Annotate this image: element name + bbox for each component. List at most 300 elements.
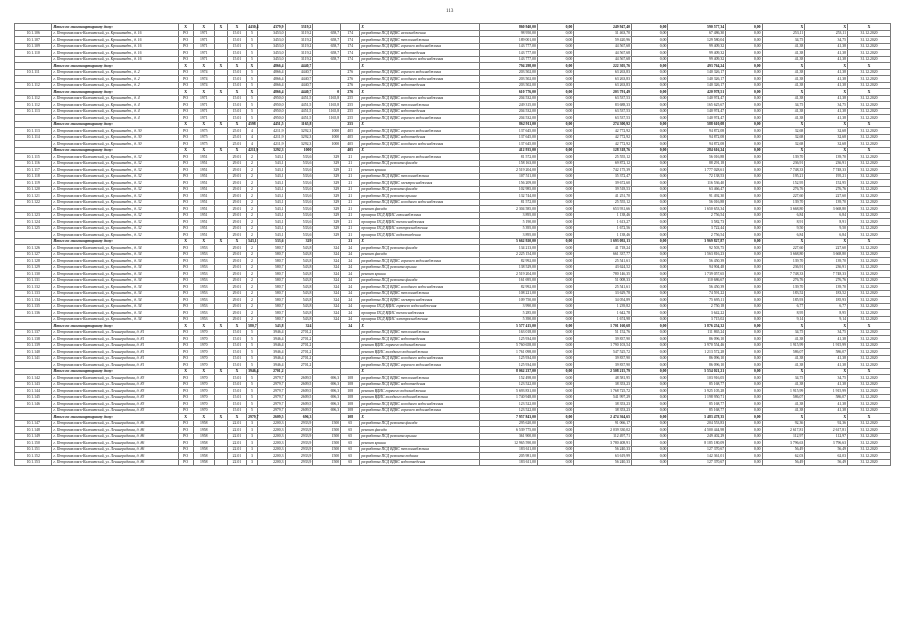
table-cell: 0,00 <box>632 258 668 265</box>
address-cell: Итого по многоквартирному дому: <box>52 147 178 154</box>
row-number-cell: 10.1.119 <box>15 180 52 187</box>
table-cell: 543,8 <box>285 297 313 304</box>
table-cell: РО <box>178 134 193 141</box>
table-cell: 31.12.2020 <box>848 297 891 304</box>
address-cell: г. Петропавловск-Камчатский, ул. Кронштадт., д. 16 <box>52 37 178 44</box>
table-cell: 56,49 <box>762 446 805 453</box>
table-cell: 0,00 <box>537 362 573 369</box>
table-cell: РО <box>178 342 193 349</box>
table-cell: 31.12.2020 <box>848 381 891 388</box>
address-cell: г. Петропавловск-Камчатский, ул. Кронштадт., д. 34 <box>52 245 178 252</box>
table-cell: 31.12.2020 <box>848 420 891 427</box>
table-cell: 0,00 <box>537 440 573 447</box>
table-cell: 3292,3 <box>257 147 285 154</box>
table-cell: 3 668,80 <box>762 251 805 258</box>
work-type-cell: разработка ПСД ВДИС теплоснабжения <box>360 329 480 336</box>
table-cell: 3453,0 <box>257 37 285 44</box>
table-cell: 0,00 <box>537 420 573 427</box>
table-cell: 86 096,10 <box>668 362 726 369</box>
table-cell: 2 508 215,79 <box>574 368 632 375</box>
table-cell: 21 <box>341 154 360 161</box>
address-cell: г. Петропавловск-Камчатский, ул. Кронштадт., д. 30 <box>52 134 178 141</box>
address-cell: г. Петропавловск-Камчатский, ул. Кронштадт., д. 4 <box>52 108 178 115</box>
table-cell: 56 450,39 <box>668 284 726 291</box>
table-cell: 658,7 <box>313 30 341 37</box>
address-cell: г. Петропавловск-Камчатский, ул. Ленинградская, д. 83 <box>52 381 178 388</box>
table-cell: 1953 <box>193 290 214 297</box>
table-cell: 661 337,77 <box>574 251 632 258</box>
table-cell: 543,8 <box>285 264 313 271</box>
table-cell: 21 <box>341 206 360 213</box>
table-cell: РО <box>178 446 193 453</box>
table-cell: 0,00 <box>537 160 573 167</box>
table-cell: 0,00 <box>632 147 668 154</box>
table-cell: 31.12.2020 <box>848 433 891 440</box>
table-cell: 3946,4 <box>257 329 285 336</box>
table-cell: 127 370,67 <box>668 446 726 453</box>
table-cell: 2701,2 <box>285 349 313 356</box>
table-cell: 3 780 408,91 <box>574 440 632 447</box>
table-cell: 56 016,88 <box>668 199 726 206</box>
work-type-cell: X <box>360 89 480 96</box>
table-cell: 152,95 <box>762 180 805 187</box>
table-cell: 0,00 <box>537 349 573 356</box>
table-cell: 329 <box>313 199 341 206</box>
table-cell: 2 <box>247 316 258 323</box>
table-cell: 129 580,04 <box>668 37 726 44</box>
table-row <box>15 459 891 466</box>
table-cell: 31.12.2020 <box>848 329 891 336</box>
table-cell: 580,7 <box>257 251 285 258</box>
table-cell: 21 <box>341 173 360 180</box>
address-cell: г. Петропавловск-Камчатский, ул. Ленинградская, д. 81 <box>52 336 178 343</box>
table-cell: 85 168,77 <box>668 381 726 388</box>
table-cell: 580,7 <box>257 258 285 265</box>
table-cell: 5 <box>247 388 258 395</box>
table-cell: 3453,0 <box>257 50 285 57</box>
table-cell: 324 <box>313 316 341 323</box>
address-cell: г. Петропавловск-Камчатский, ул. Кронштадт., д. 34 <box>52 303 178 310</box>
table-cell <box>214 459 227 466</box>
table-cell: X <box>805 368 848 375</box>
table-cell: 0,00 <box>726 349 762 356</box>
table-cell: X <box>848 147 891 154</box>
table-cell: 139,70 <box>762 154 805 161</box>
address-cell: г. Петропавловск-Камчатский, ул. Кронштадт., д. 34 <box>52 297 178 304</box>
row-number-cell: 10.1.123 <box>15 212 52 219</box>
table-cell: 5 <box>247 375 258 382</box>
table-cell: 4451,5 <box>285 115 313 122</box>
table-cell: РО <box>178 251 193 258</box>
table-cell: 0,00 <box>726 186 762 193</box>
address-cell: Итого по многоквартирному дому: <box>52 24 178 31</box>
table-cell: 94 872,08 <box>668 128 726 135</box>
table-cell: 35 372,47 <box>574 173 632 180</box>
table-cell: 0,00 <box>726 56 762 63</box>
table-cell: 3292,3 <box>285 134 313 141</box>
table-cell: 0,00 <box>537 375 573 382</box>
table-cell: 1974 <box>193 69 214 76</box>
table-cell: 0,00 <box>726 433 762 440</box>
table-cell: 1500 <box>313 440 341 447</box>
table-cell: 15.01 <box>227 381 246 388</box>
table-cell: 15.01 <box>227 375 246 382</box>
table-cell: X <box>762 147 805 154</box>
table-cell: 29.01 <box>227 160 246 167</box>
table-cell: 31.12.2020 <box>848 180 891 187</box>
row-number-cell: 10.1.110 <box>15 50 52 57</box>
table-cell: 0,00 <box>537 264 573 271</box>
table-cell: 195,21 <box>762 173 805 180</box>
table-cell: РО <box>178 271 193 278</box>
registry-rows <box>15 24 891 466</box>
table-cell: 189 001,00 <box>480 37 538 44</box>
table-cell: 4211,9 <box>248 148 259 153</box>
table-cell: 0,00 <box>537 212 573 219</box>
table-cell: 62,03 <box>762 453 805 460</box>
address-cell: г. Петропавловск-Камчатский, ул. Кронштадт., д. 32 <box>52 219 178 226</box>
table-cell: 4211,9 <box>257 134 285 141</box>
table-cell: 543,1 <box>257 180 285 187</box>
table-cell: 2 <box>247 225 258 232</box>
row-number-cell: 10.1.128 <box>15 258 52 265</box>
table-cell: 3292,3 <box>285 128 313 135</box>
table-cell: X <box>178 24 193 31</box>
table-cell: 2200,3 <box>257 459 285 466</box>
table-cell: X <box>193 121 214 128</box>
table-cell: X <box>193 63 214 70</box>
table-cell: 75 695,11 <box>668 297 726 304</box>
table-cell: X <box>214 414 227 421</box>
capital-repair-registry-table <box>14 23 891 466</box>
table-cell: 0,00 <box>726 453 762 460</box>
work-type-cell: ремонт крыши <box>360 271 480 278</box>
table-cell: 1951 <box>193 160 214 167</box>
table-cell: 1500 <box>313 453 341 460</box>
table-cell: X <box>762 121 805 128</box>
table-cell: 0,00 <box>726 167 762 174</box>
table-cell: 4211,9 <box>257 128 285 135</box>
table-cell: 142 361,01 <box>668 453 726 460</box>
table-cell: РО <box>178 420 193 427</box>
table-cell: 1 701 160,68 <box>574 323 632 330</box>
table-cell: 4866,4 <box>257 76 285 83</box>
work-type-cell: разработка ПСД ВДИС холодного водоснабжения <box>360 141 480 148</box>
table-cell: 0,00 <box>632 368 668 375</box>
table-cell: 0,00 <box>632 180 668 187</box>
table-cell: 3 <box>247 433 258 440</box>
table-cell: 29.01 <box>227 258 246 265</box>
table-cell: 0,00 <box>632 336 668 343</box>
table-cell: 31.12.2020 <box>848 167 891 174</box>
table-cell: 543,1 <box>257 154 285 161</box>
table-cell: 1951 <box>193 186 214 193</box>
table-cell: 276 <box>341 76 360 83</box>
table-cell: 31.12.2020 <box>848 459 891 466</box>
table-cell: 4950,0 <box>257 115 285 122</box>
table-cell: 1 915,99 <box>762 388 805 395</box>
table-cell: 41,38 <box>805 108 848 115</box>
table-cell: 204 532,00 <box>480 108 538 115</box>
table-cell: 2 <box>247 251 258 258</box>
table-cell: 85 168,77 <box>668 401 726 408</box>
table-cell: 22.01 <box>227 453 246 460</box>
table-cell: 0,00 <box>537 401 573 408</box>
table-cell: 5 <box>247 401 258 408</box>
table-cell: 5 <box>247 76 258 83</box>
address-cell: г. Петропавловск-Камчатский, ул. Ленинградская, д. 86 <box>52 453 178 460</box>
table-cell: 2200,3 <box>257 446 285 453</box>
table-cell: 8,95 <box>762 310 805 317</box>
table-cell: X <box>193 89 214 96</box>
table-cell: 22.01 <box>227 440 246 447</box>
table-cell: 2701,2 <box>285 329 313 336</box>
table-cell: 2 <box>247 186 258 193</box>
table-cell: 107 511,00 <box>480 173 538 180</box>
table-cell: 29.01 <box>227 225 246 232</box>
table-cell: 29.01 <box>227 199 246 206</box>
table-cell: 39 518,53 <box>574 186 632 193</box>
address-cell: г. Петропавловск-Камчатский, ул. Кронштадт., д. 2 <box>52 69 178 76</box>
table-cell: 74 591,22 <box>668 290 726 297</box>
table-cell: X <box>848 121 891 128</box>
table-cell: 108 <box>341 375 360 382</box>
table-cell: 5 <box>247 362 258 369</box>
address-cell: г. Петропавловск-Камчатский, ул. Ленинградская, д. 83 <box>52 388 178 395</box>
table-cell: 0,00 <box>726 264 762 271</box>
table-cell: 0,00 <box>537 355 573 362</box>
row-number-cell: 10.1.126 <box>15 245 52 252</box>
table-cell: РО <box>178 43 193 50</box>
table-cell: X <box>214 89 227 96</box>
row-number-cell: 10.1.139 <box>15 342 52 349</box>
table-cell: 2 <box>247 290 258 297</box>
table-cell: 1970 <box>193 375 214 382</box>
table-cell: 139,70 <box>805 258 848 265</box>
row-number-cell: 10.1.151 <box>15 446 52 453</box>
table-cell: 21 <box>341 238 360 245</box>
table-cell: 86 096,10 <box>668 336 726 343</box>
table-cell: 1951 <box>193 167 214 174</box>
table-cell: 4379,9 <box>257 24 285 31</box>
table-cell: 41,38 <box>805 401 848 408</box>
work-type-cell: X <box>360 24 480 31</box>
table-cell: 41,38 <box>805 95 848 102</box>
table-cell: 143 777,00 <box>480 43 538 50</box>
address-cell: г. Петропавловск-Камчатский, ул. Кронштадт., д. 34 <box>52 264 178 271</box>
table-cell: РО <box>178 264 193 271</box>
table-cell: 0,00 <box>726 368 762 375</box>
table-cell: 493 764,24 <box>668 63 726 70</box>
table-cell: X <box>848 89 891 96</box>
table-cell: 3119,2 <box>285 37 313 44</box>
table-cell: 137 645,00 <box>480 141 538 148</box>
table-cell: 533,6 <box>285 232 313 239</box>
table-cell: РО <box>178 95 193 102</box>
table-cell: 34,75 <box>762 375 805 382</box>
table-cell: 0,00 <box>726 238 762 245</box>
table-cell: 41,38 <box>805 362 848 369</box>
table-cell: 139,70 <box>805 199 848 206</box>
work-type-cell: разработка ПСД ремонта фасада <box>360 186 480 193</box>
table-cell: 5 <box>247 43 258 50</box>
table-cell: 63 263,83 <box>574 82 632 89</box>
table-cell: 195,21 <box>805 173 848 180</box>
table-cell: РО <box>178 141 193 148</box>
table-cell: 0,00 <box>726 95 762 102</box>
table-cell: РО <box>178 69 193 76</box>
table-cell: 4451,5 <box>257 121 285 128</box>
table-cell: 2 039 330,02 <box>574 427 632 434</box>
table-cell: 34,75 <box>805 37 848 44</box>
table-cell: 32,68 <box>762 134 805 141</box>
table-cell: РО <box>178 50 193 57</box>
table-cell: 0,00 <box>726 115 762 122</box>
table-cell: X <box>805 323 848 330</box>
table-cell: РО <box>178 206 193 213</box>
table-cell: 0,00 <box>632 24 668 31</box>
table-cell: 31.12.2020 <box>848 375 891 382</box>
table-cell: 5 <box>247 82 258 89</box>
work-type-cell: разработка ПСД ВДИС теплоснабжения <box>360 446 480 453</box>
table-cell: 255 <box>341 121 360 128</box>
table-cell: 3 <box>247 420 258 427</box>
table-cell: 21 <box>341 199 360 206</box>
table-cell: 1951 <box>193 219 214 226</box>
address-cell: г. Петропавловск-Камчатский, ул. Ленинградская, д. 86 <box>52 440 178 447</box>
table-cell: 5 662 920,00 <box>480 238 538 245</box>
table-cell: 2609,5 <box>285 394 313 401</box>
table-cell: 329 <box>313 212 341 219</box>
table-cell: 0,00 <box>537 128 573 135</box>
table-cell: 5 190,00 <box>480 219 538 226</box>
table-cell: 0,00 <box>632 63 668 70</box>
table-cell: 533,6 <box>285 219 313 226</box>
table-cell: 139,70 <box>762 199 805 206</box>
table-cell: 0,00 <box>632 303 668 310</box>
row-number-cell: 10.1.124 <box>15 219 52 226</box>
table-cell: 1953 <box>193 310 214 317</box>
table-cell: X <box>805 24 848 31</box>
table-cell: 1971 <box>193 102 214 109</box>
table-cell: X <box>178 368 193 375</box>
table-cell: 0,00 <box>726 271 762 278</box>
table-cell: 0,00 <box>537 277 573 284</box>
table-cell: 56 450,39 <box>668 258 726 265</box>
table-cell: 324 <box>313 284 341 291</box>
table-cell: 329 <box>313 232 341 239</box>
table-cell: 5 <box>247 37 258 44</box>
table-cell: 1951 <box>193 173 214 180</box>
table-cell: 0,00 <box>632 427 668 434</box>
table-cell: 0,00 <box>632 329 668 336</box>
table-cell: 0,00 <box>537 141 573 148</box>
table-cell: 41,38 <box>805 115 848 122</box>
table-cell: 29.01 <box>227 277 246 284</box>
table-cell: 543,1 <box>257 160 285 167</box>
table-cell: 31.12.2020 <box>848 303 891 310</box>
table-cell: 72 138,53 <box>668 173 726 180</box>
table-cell: 3 722,44 <box>668 225 726 232</box>
row-number-cell: 10.1.112 <box>15 95 52 102</box>
table-cell: РО <box>178 290 193 297</box>
table-cell: 2 <box>247 258 258 265</box>
table-cell: 31.12.2020 <box>848 76 891 83</box>
table-cell: 29.01 <box>227 251 246 258</box>
table-cell: 2200,3 <box>257 433 285 440</box>
table-cell: 0,00 <box>537 290 573 297</box>
table-cell: 0,00 <box>632 316 668 323</box>
table-cell: 0,00 <box>726 459 762 466</box>
table-cell: 361 900,00 <box>480 433 538 440</box>
work-type-cell: проверка ПСД ВДИС водоотведения <box>360 232 480 239</box>
table-cell: 63 619,99 <box>574 453 632 460</box>
table-cell: 65 <box>341 459 360 466</box>
table-cell: 31.12.2020 <box>848 446 891 453</box>
table-cell: 255 <box>341 95 360 102</box>
table-cell: 112,97 <box>805 433 848 440</box>
table-cell: X <box>193 238 214 245</box>
table-cell: 29.01 <box>227 290 246 297</box>
table-cell: 696,3 <box>313 394 341 401</box>
table-cell: 1953 <box>193 258 214 265</box>
table-cell: 63 537,53 <box>574 108 632 115</box>
table-cell: 34,75 <box>805 329 848 336</box>
table-cell: 31.12.2020 <box>848 225 891 232</box>
table-cell: X <box>848 63 891 70</box>
table-cell: 227,60 <box>762 245 805 252</box>
table-cell: 2933,9 <box>285 453 313 460</box>
address-cell: г. Петропавловск-Камчатский, ул. Кронштадт., д. 34 <box>52 258 178 265</box>
table-cell: 56 240,33 <box>574 446 632 453</box>
table-cell: X <box>227 89 246 96</box>
work-type-cell: разработка ПСД ВДИС водоотведения <box>360 82 480 89</box>
table-cell: 56 240,33 <box>574 459 632 466</box>
address-cell: г. Петропавловск-Камчатский, ул. Кронштадт., д. 32 <box>52 212 178 219</box>
table-cell: 3946,4 <box>257 336 285 343</box>
table-cell: 0,00 <box>537 186 573 193</box>
table-cell: 0,00 <box>726 102 762 109</box>
row-number-cell: 10.1.132 <box>15 284 52 291</box>
row-number-cell: 10.1.138 <box>15 336 52 343</box>
table-cell: 5 554 021,21 <box>668 368 726 375</box>
table-cell: 31.12.2020 <box>848 290 891 297</box>
table-cell: 24 <box>341 323 360 330</box>
table-cell: X <box>178 323 193 330</box>
table-cell: 41,38 <box>805 50 848 57</box>
table-cell: X <box>762 368 805 375</box>
table-cell: 533,6 <box>285 199 313 206</box>
table-cell: 329 <box>313 186 341 193</box>
table-cell: 8 185 180,09 <box>668 440 726 447</box>
table-cell: 3 <box>247 459 258 466</box>
table-cell: 0,00 <box>726 284 762 291</box>
table-cell: РО <box>178 115 193 122</box>
table-cell: 22.01 <box>227 459 246 466</box>
table-cell: 15.01 <box>227 388 246 395</box>
table-cell: 29.01 <box>227 173 246 180</box>
table-cell: X <box>762 63 805 70</box>
table-cell: 5 <box>247 102 258 109</box>
table-cell: 0,00 <box>726 24 762 31</box>
table-cell: 1500 <box>313 446 341 453</box>
row-number-cell: 10.1.113 <box>15 108 52 115</box>
table-cell: 2 <box>247 160 258 167</box>
table-cell: 4440,7 <box>285 76 313 83</box>
table-cell: 0,00 <box>632 433 668 440</box>
row-number-cell: 10.1.144 <box>15 388 52 395</box>
table-cell: 2 <box>247 297 258 304</box>
